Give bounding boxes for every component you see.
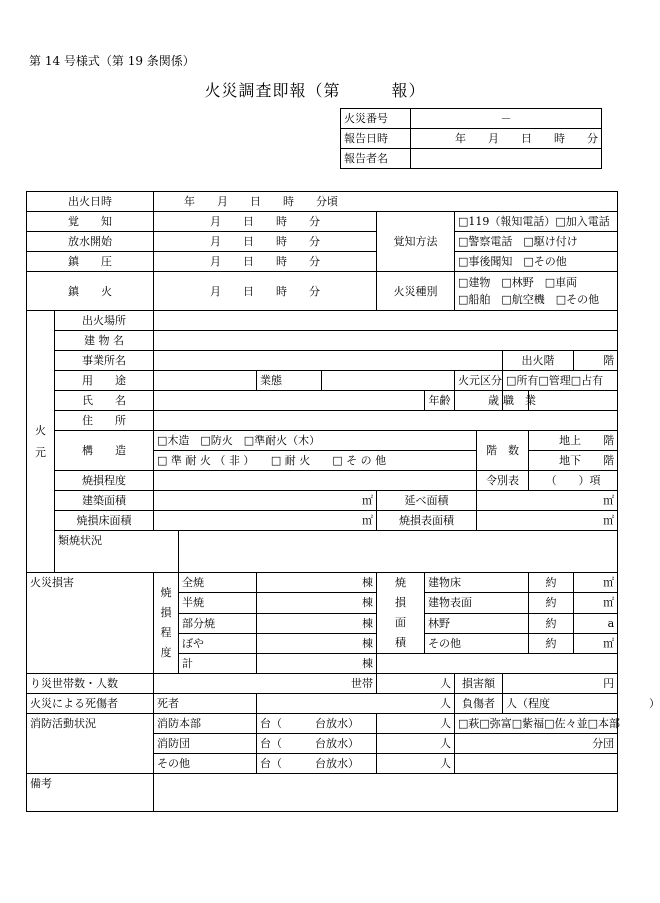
- building-area-label: 建築面積: [55, 491, 154, 511]
- area-row-approx: 約: [529, 573, 574, 593]
- floors-label: 階 数: [477, 431, 529, 471]
- report-header-table: [340, 108, 602, 169]
- person-name-field[interactable]: [154, 391, 425, 411]
- burned-floor-area-field[interactable]: ㎡: [154, 511, 377, 531]
- injured-field[interactable]: 人（程度 ）: [503, 694, 618, 714]
- use-label: 用 途: [55, 371, 154, 391]
- office-name-label: 事業所名: [55, 351, 154, 371]
- area-row-approx: 約: [529, 633, 574, 653]
- burned-floor-area-label: 焼損床面積: [55, 511, 154, 531]
- above-ground-field[interactable]: 地上 階: [529, 431, 618, 451]
- dead-label: 死者: [154, 694, 257, 714]
- area-row-name: その他: [425, 633, 529, 653]
- outbreak-label: 出火日時: [27, 192, 154, 212]
- suppress-time-field[interactable]: 月 日 時 分: [154, 252, 377, 272]
- reporter-name-field[interactable]: [411, 149, 602, 169]
- origin-side-char-2: 元: [35, 445, 46, 459]
- origin-class-options[interactable]: □所有□管理□占有: [503, 371, 618, 391]
- damage-amount-label: 損害額: [455, 674, 503, 694]
- ff-org-label: 消防団: [154, 734, 257, 754]
- ff-people-field[interactable]: 人: [377, 734, 455, 754]
- area-char: 焼: [395, 576, 406, 589]
- aware-method-option-3[interactable]: □事後聞知 □その他: [455, 252, 618, 272]
- ff-cars-field[interactable]: 台（ 台放水）: [257, 754, 377, 774]
- business-type-label: 業態: [257, 371, 322, 391]
- ff-cars-field[interactable]: 台（ 台放水）: [257, 714, 377, 734]
- area-row-approx: 約: [529, 593, 574, 613]
- use-field[interactable]: [154, 371, 257, 391]
- ff-branch-field[interactable]: 分団: [455, 734, 618, 754]
- building-name-label: 建 物 名: [55, 331, 154, 351]
- reporter-name-label: 報告者名: [341, 149, 411, 169]
- aware-method-option-1[interactable]: □119（報知電話）□加入電話: [455, 212, 618, 232]
- damage-degree-field[interactable]: [154, 471, 477, 491]
- dead-field[interactable]: 人: [257, 694, 455, 714]
- loss-row-count[interactable]: 棟: [257, 613, 377, 633]
- area-char: 積: [395, 636, 406, 649]
- casualties-label: 火災による死傷者: [27, 694, 154, 714]
- aware-method-label: 覚知方法: [377, 212, 455, 272]
- water-start-time-field[interactable]: 月 日 時 分: [154, 232, 377, 252]
- extinguish-time-field[interactable]: 月 日 時 分: [154, 272, 377, 311]
- office-name-field[interactable]: [154, 351, 503, 371]
- occupation-field[interactable]: [529, 391, 618, 411]
- aware-time-field[interactable]: 月 日 時 分: [154, 212, 377, 232]
- burned-surface-area-label: 焼損表面積: [377, 511, 477, 531]
- spread-field[interactable]: [179, 531, 618, 573]
- loss-row-name: 計: [179, 654, 257, 674]
- loss-row-name: ぼや: [179, 633, 257, 653]
- area-char: 損: [395, 596, 406, 609]
- fire-loss-label: 火災損害: [27, 573, 154, 674]
- origin-side-char-1: 火: [35, 423, 46, 437]
- ff-blank: [455, 754, 618, 774]
- area-row-value[interactable]: ㎡: [574, 593, 618, 613]
- ff-cars-field[interactable]: 台（ 台放水）: [257, 734, 377, 754]
- damage-amount-field[interactable]: 円: [503, 674, 618, 694]
- age-label: 年齢: [425, 391, 455, 411]
- aware-method-option-2[interactable]: □警察電話 □駆け付け: [455, 232, 618, 252]
- injured-label: 負傷者: [455, 694, 503, 714]
- origin-floor-label: 出火階: [503, 351, 574, 371]
- degree-side-label: [154, 573, 179, 674]
- report-datetime-label: 報告日時: [341, 129, 411, 149]
- remarks-field[interactable]: [154, 774, 618, 812]
- below-ground-field[interactable]: 地下 階: [529, 451, 618, 471]
- address-label: 住 所: [55, 411, 154, 431]
- fire-type-option-1[interactable]: □建物 □林野 □車両: [458, 276, 578, 289]
- victims-label: り災世帯数・人数: [27, 674, 154, 694]
- ff-org-label: その他: [154, 754, 257, 774]
- households-field[interactable]: 世帯: [154, 674, 377, 694]
- breakdown-table-label: 令別表: [477, 471, 529, 491]
- ff-org-label: 消防本部: [154, 714, 257, 734]
- loss-row-name: 半焼: [179, 593, 257, 613]
- remarks-label: 備考: [27, 774, 154, 812]
- business-type-field[interactable]: [322, 371, 455, 391]
- loss-row-name: 全焼: [179, 573, 257, 593]
- place-label: 出火場所: [55, 311, 154, 331]
- area-row-value[interactable]: a: [574, 613, 618, 633]
- ff-people-field[interactable]: 人: [377, 754, 455, 774]
- degree-char: 損: [160, 606, 172, 619]
- place-field[interactable]: [154, 311, 618, 331]
- origin-floor-field[interactable]: 階: [574, 351, 618, 371]
- degree-char: 度: [160, 646, 172, 659]
- form-title: 火災調査即報（第 報）: [204, 81, 426, 100]
- outbreak-row: [27, 192, 618, 212]
- aware-label: 覚 知: [27, 212, 154, 232]
- building-area-field[interactable]: ㎡: [154, 491, 377, 511]
- age-field[interactable]: 歳: [455, 391, 503, 411]
- area-side-label: [377, 573, 425, 654]
- area-blank: [377, 654, 618, 674]
- victim-people-field[interactable]: 人: [377, 674, 455, 694]
- address-field[interactable]: [154, 411, 618, 431]
- report-datetime-field[interactable]: 年 月 日 時 分: [411, 129, 602, 149]
- spread-label: 類焼状況: [55, 531, 179, 573]
- burned-surface-area-field[interactable]: ㎡: [477, 511, 618, 531]
- structure-label: 構 造: [55, 431, 154, 471]
- loss-row-name: 部分焼: [179, 613, 257, 633]
- extinguish-label: 鎮 火: [27, 272, 154, 311]
- area-row-value[interactable]: ㎡: [574, 633, 618, 653]
- fire-type-label: 火災種別: [377, 272, 455, 311]
- area-row-value[interactable]: ㎡: [574, 573, 618, 593]
- breakdown-table-field[interactable]: （ ）項: [529, 471, 618, 491]
- loss-row-count[interactable]: 棟: [257, 654, 377, 674]
- fire-number-field[interactable]: －: [411, 109, 602, 129]
- water-start-label: 放水開始: [27, 232, 154, 252]
- area-row-name: 建物表面: [425, 593, 529, 613]
- area-row-name: 建物床: [425, 573, 529, 593]
- loss-row-count[interactable]: 棟: [257, 633, 377, 653]
- total-floor-area-field[interactable]: ㎡: [477, 491, 618, 511]
- person-name-label: 氏 名: [55, 391, 154, 411]
- ff-people-field[interactable]: 人: [377, 714, 455, 734]
- total-floor-area-label: 延べ面積: [377, 491, 477, 511]
- fire-type-options[interactable]: [455, 272, 618, 311]
- area-row-approx: 約: [529, 613, 574, 633]
- degree-char: 程: [160, 626, 172, 639]
- building-name-field[interactable]: [154, 331, 618, 351]
- fire-number-label: 火災番号: [341, 109, 411, 129]
- structure-option-2[interactable]: □ 準 耐 火 （ 非 ） □ 耐 火 □ そ の 他: [154, 451, 477, 471]
- occupation-label: 職 業: [503, 391, 529, 411]
- suppress-label: 鎮 圧: [27, 252, 154, 272]
- firefighting-label: 消防活動状況: [27, 714, 154, 774]
- damage-degree-label: 焼損程度: [55, 471, 154, 491]
- fire-type-option-2[interactable]: □船舶 □航空機 □その他: [458, 293, 600, 306]
- degree-char: 焼: [160, 586, 172, 599]
- loss-row-count[interactable]: 棟: [257, 573, 377, 593]
- structure-option-1[interactable]: □木造 □防火 □準耐火（木）: [154, 431, 477, 451]
- origin-side-label: [27, 311, 55, 573]
- outbreak-field[interactable]: 年 月 日 時 分頃: [154, 192, 618, 212]
- origin-class-label: 火元区分: [455, 371, 503, 391]
- area-row-name: 林野: [425, 613, 529, 633]
- area-char: 面: [395, 616, 406, 629]
- loss-row-count[interactable]: 棟: [257, 593, 377, 613]
- form-number: 第 14 号様式（第 19 条関係）: [29, 54, 195, 68]
- fire-report-table: [26, 191, 660, 812]
- ff-town-options[interactable]: □萩□弥富□紫福□佐々並□本部: [455, 714, 618, 734]
